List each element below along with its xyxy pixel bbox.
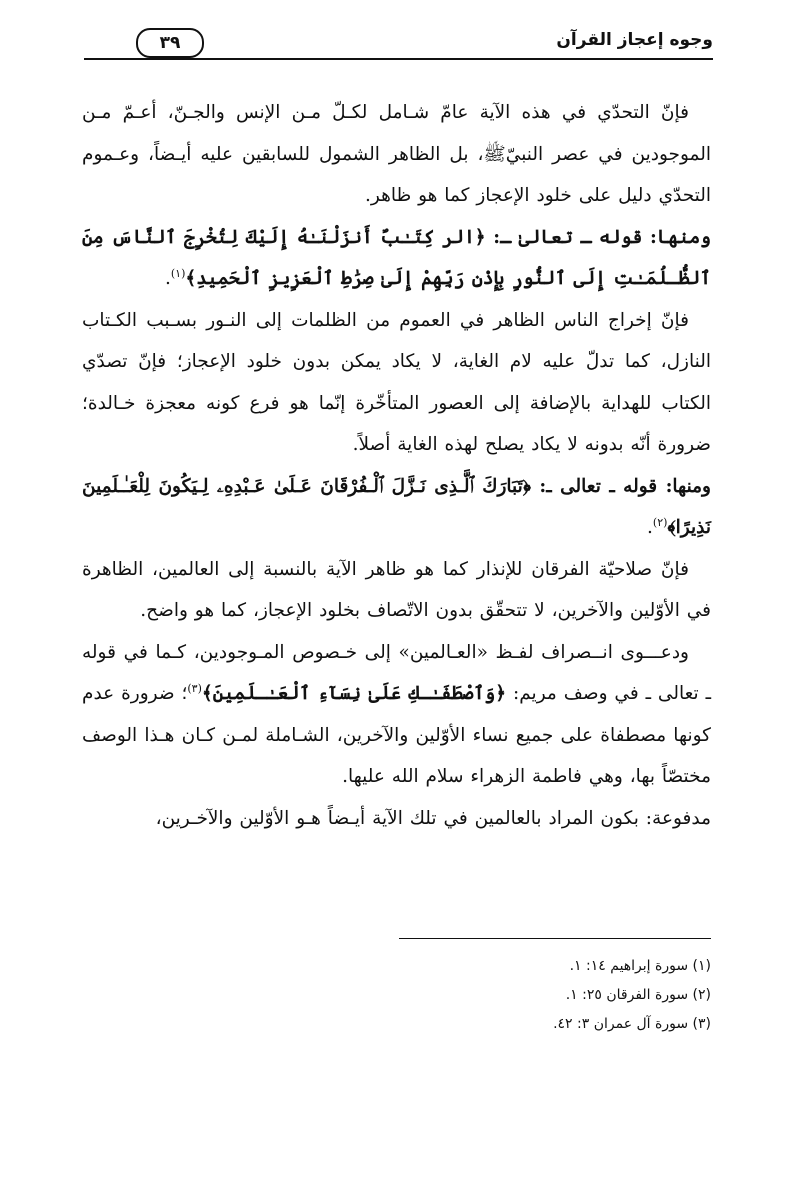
paragraph-text: ودعـــوى انــصراف لفـظ «العـالمين» إلى خـصوص المـوجودين، كـما في قوله ـ تعالى ـ في وصف مريم: (82, 641, 711, 704)
footnote-ref-2[interactable]: (٢) (652, 515, 668, 529)
quran-verse: ﴿الر كِتَـٰبٌ أَنزَلْنَـٰهُ إِلَيْكَ لِتُخْرِجَ ٱلنَّاسَ مِنَ ٱلظُّـلُمَـٰتِ إِلَى ٱلنُّورِ بِإِذْنِ رَبِّهِمْ إِلَىٰ صِرَٰطِ ٱلْعَزِيزِ ٱلْحَمِيدِ﴾ (82, 226, 711, 289)
paragraph-text: مدفوعة: بكون المراد بالعالمين في تلك الآية أيـضاً هـو الأوّلين والآخـرين، (155, 807, 711, 829)
footnote-separator (399, 938, 711, 939)
paragraph-text: فإنّ صلاحيّة الفرقان للإنذار كما هو ظاهر الآية بالنسبة إلى العالمين، الظاهرة في الأوّلين والآخرين، لا تتحقّق بدون الاتّصاف بخلود الإعجاز، كما هو واضح. (82, 558, 711, 621)
footnote-ref-3[interactable]: (٣) (187, 681, 202, 695)
paragraph-5 (82, 549, 711, 632)
header-rule (84, 58, 713, 60)
running-title: وجوه إعجاز القرآن (556, 30, 713, 50)
paragraph-lead: ومنها: قوله ـ تعالى ـ: (530, 475, 711, 497)
paragraph-2 (82, 217, 711, 300)
paragraph-tail: ؛ ضرورة عدم كونها مصطفاة على جميع نساء الأوّلين والآخرين، الشـاملة لمـن كـان هـذا الوصف مختصّاً بها، وهي فاطمة الزهراء سلام الله عليها. (82, 683, 711, 787)
body-text (82, 92, 711, 839)
paragraph-text: فإنّ التحدّي في هذه الآية عامّ شـامل لكـلّ مـن الإنس والجـنّ، أعـمّ مـن الموجودين في عصر النبيّﷺ، بل الظاهر الشمول للسابقين عليه أيـضاً، وعـموم التحدّي دليل على خلود الإعجاز كما هو ظاهر. (82, 102, 711, 206)
paragraph-6 (82, 632, 711, 798)
paragraph-3 (82, 300, 711, 466)
paragraph-text: فإنّ إخراج الناس الظاهر في العموم من الظلمات إلى النـور بسـبب الكـتاب النازل، كما تدلّ عليه لام الغاية، لا يكاد يمكن بدون خلود الإعجاز؛ فإنّ تصدّي الكتاب للهداية بالإضافة إلى العصور المتأخّرة إنّما هو فرع كونه معجزة خـالدة؛ ضرورة أنّه بدونه لا يكاد يصلح لهذه الغاية أصلاً. (82, 309, 711, 455)
footnotes (200, 952, 711, 1039)
paragraph-lead: ومنها: قوله ـ تعالىٰ ـ: (485, 226, 711, 248)
quran-verse: ﴿تَبَارَكَ ٱلَّـذِى نَـزَّلَ ٱلْـفُرْقَانَ عَـلَىٰ عَـبْدِهِۦ لِـيَكُونَ لِلْعَـٰـلَمِينَ نَذِيرًا﴾ (82, 475, 711, 538)
paragraph-tail: . (647, 517, 653, 538)
footnote-3: (٣) سورة آل عمران ٣: ٤٢. (553, 1016, 711, 1032)
footnote-ref-1[interactable]: (١) (170, 266, 186, 280)
page-header (84, 24, 713, 64)
page-number-badge: ٣٩ (136, 28, 204, 58)
footnote-2: (٢) سورة الفرقان ٢٥: ١. (565, 987, 711, 1003)
quran-verse: ﴿وَٱصْطَفَـٰـكِ عَلَىٰ نِسَآءِ ٱلْعَـٰـلَمِينَ﴾ (201, 683, 507, 704)
paragraph-1 (82, 92, 711, 217)
paragraph-7 (82, 798, 711, 840)
paragraph-tail: . (164, 268, 171, 289)
footnote-1: (١) سورة إبراهيم ١٤: ١. (569, 958, 711, 974)
paragraph-4 (82, 466, 711, 549)
